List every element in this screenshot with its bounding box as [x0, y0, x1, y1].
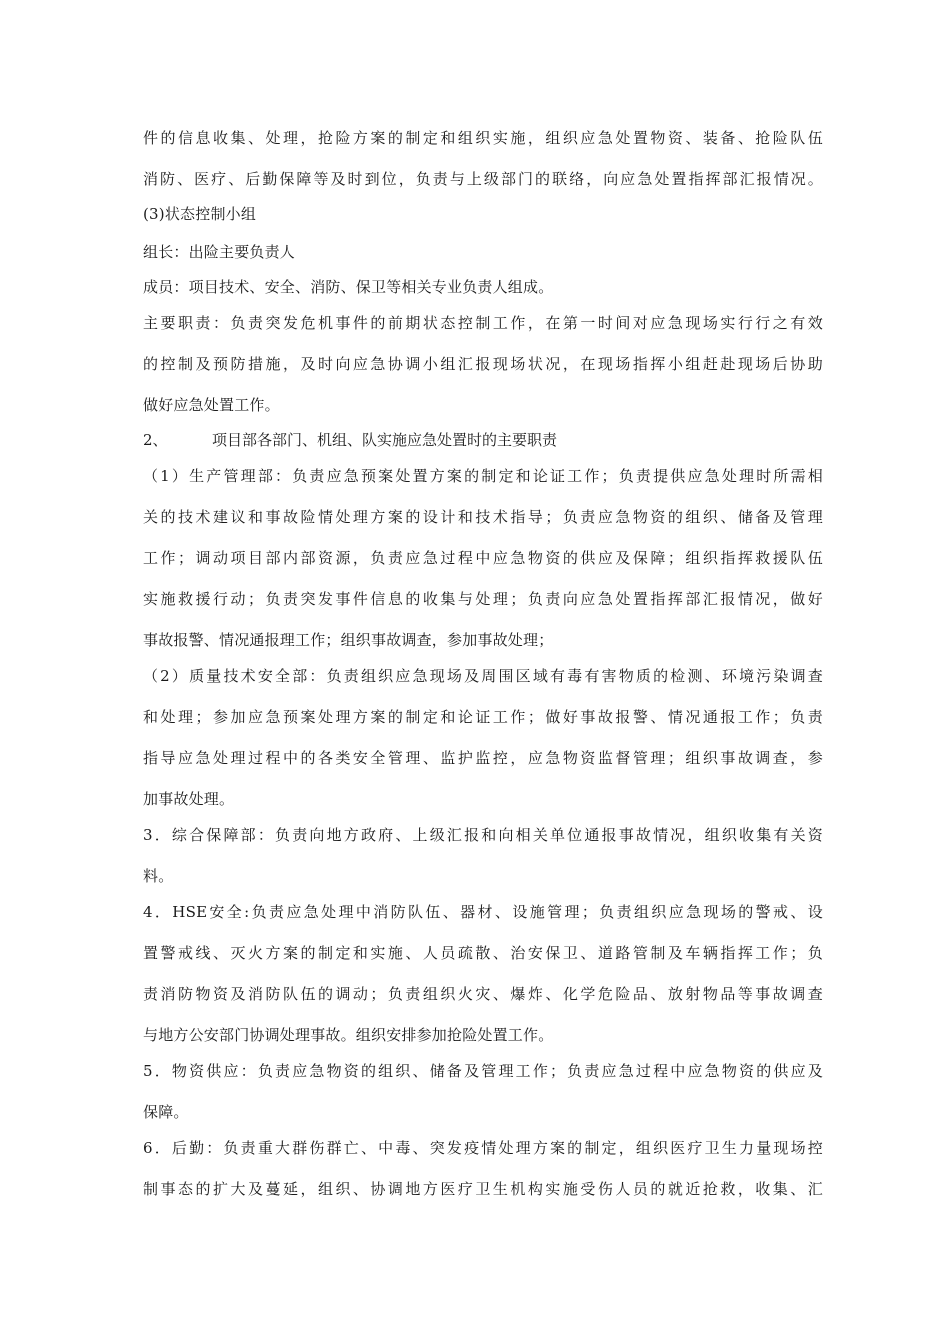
paragraph-line: 消防、医疗、后勤保障等及时到位，负责与上级部门的联络，向应急处置指挥部汇报情况。	[143, 170, 823, 188]
paragraph-line: 关的技术建议和事故险情处理方案的设计和技术指导；负责应急物资的组织、储备及管理	[143, 508, 823, 526]
paragraph-line: 成员：项目技术、安全、消防、保卫等相关专业负责人组成。	[143, 278, 554, 296]
paragraph-line: 与地方公安部门协调处理事故。组织安排参加抢险处置工作。	[143, 1026, 554, 1044]
paragraph-line: 6．后勤：负责重大群伤群亡、中毒、突发疫情处理方案的制定，组织医疗卫生力量现场控	[143, 1139, 823, 1157]
paragraph-line: 责消防物资及消防队伍的调动；负责组织火灾、爆炸、化学危险品、放射物品等事故调查	[143, 985, 823, 1003]
paragraph-line: 制事态的扩大及蔓延，组织、协调地方医疗卫生机构实施受伤人员的就近抢救，收集、汇	[143, 1180, 823, 1198]
paragraph-line: 事故报警、情况通报理工作；组织事故调查，参加事故处理；	[143, 631, 554, 649]
paragraph-line: 保障。	[143, 1103, 189, 1121]
paragraph-line: 实施救援行动；负责突发事件信息的收集与处理；负责向应急处置指挥部汇报情况，做好	[143, 590, 823, 608]
section-title: 项目部各部门、机组、队实施应急处置时的主要职责	[212, 431, 558, 449]
paragraph-line: （1）生产管理部：负责应急预案处置方案的制定和论证工作；负责提供应急处理时所需相	[143, 467, 823, 485]
paragraph-line: 指导应急处理过程中的各类安全管理、监护监控，应急物资监督管理；组织事故调查，参	[143, 749, 823, 767]
paragraph-line: 料。	[143, 867, 174, 885]
paragraph-line: 件的信息收集、处理，抢险方案的制定和组织实施，组织应急处置物资、装备、抢险队伍	[143, 129, 823, 147]
paragraph-line: 3．综合保障部：负责向地方政府、上级汇报和向相关单位通报事故情况，组织收集有关资	[143, 826, 823, 844]
section-number: 2、	[143, 431, 168, 449]
paragraph-line: 做好应急处置工作。	[143, 396, 280, 414]
subsection-heading: (3)状态控制小组	[143, 205, 257, 223]
paragraph-line: 组长：出险主要负责人	[143, 243, 296, 261]
paragraph-line: 工作；调动项目部内部资源，负责应急过程中应急物资的供应及保障；组织指挥救援队伍	[143, 549, 823, 567]
paragraph-line: 5．物资供应：负责应急物资的组织、储备及管理工作；负责应急过程中应急物资的供应及	[143, 1062, 823, 1080]
paragraph-line: 的控制及预防措施，及时向应急协调小组汇报现场状况，在现场指挥小组赶赴现场后协助	[143, 355, 823, 373]
paragraph-line: 置警戒线、灭火方案的制定和实施、人员疏散、治安保卫、道路管制及车辆指挥工作；负	[143, 944, 823, 962]
paragraph-line: 和处理；参加应急预案处理方案的制定和论证工作；做好事故报警、情况通报工作；负责	[143, 708, 823, 726]
paragraph-line: 主要职责：负责突发危机事件的前期状态控制工作，在第一时间对应急现场实行行之有效	[143, 314, 823, 332]
paragraph-line: 4．HSE安全:负责应急处理中消防队伍、器材、设施管理；负责组织应急现场的警戒、设	[143, 903, 823, 921]
paragraph-line: （2）质量技术安全部：负责组织应急现场及周围区域有毒有害物质的检测、环境污染调查	[143, 667, 823, 685]
paragraph-line: 加事故处理。	[143, 790, 235, 808]
